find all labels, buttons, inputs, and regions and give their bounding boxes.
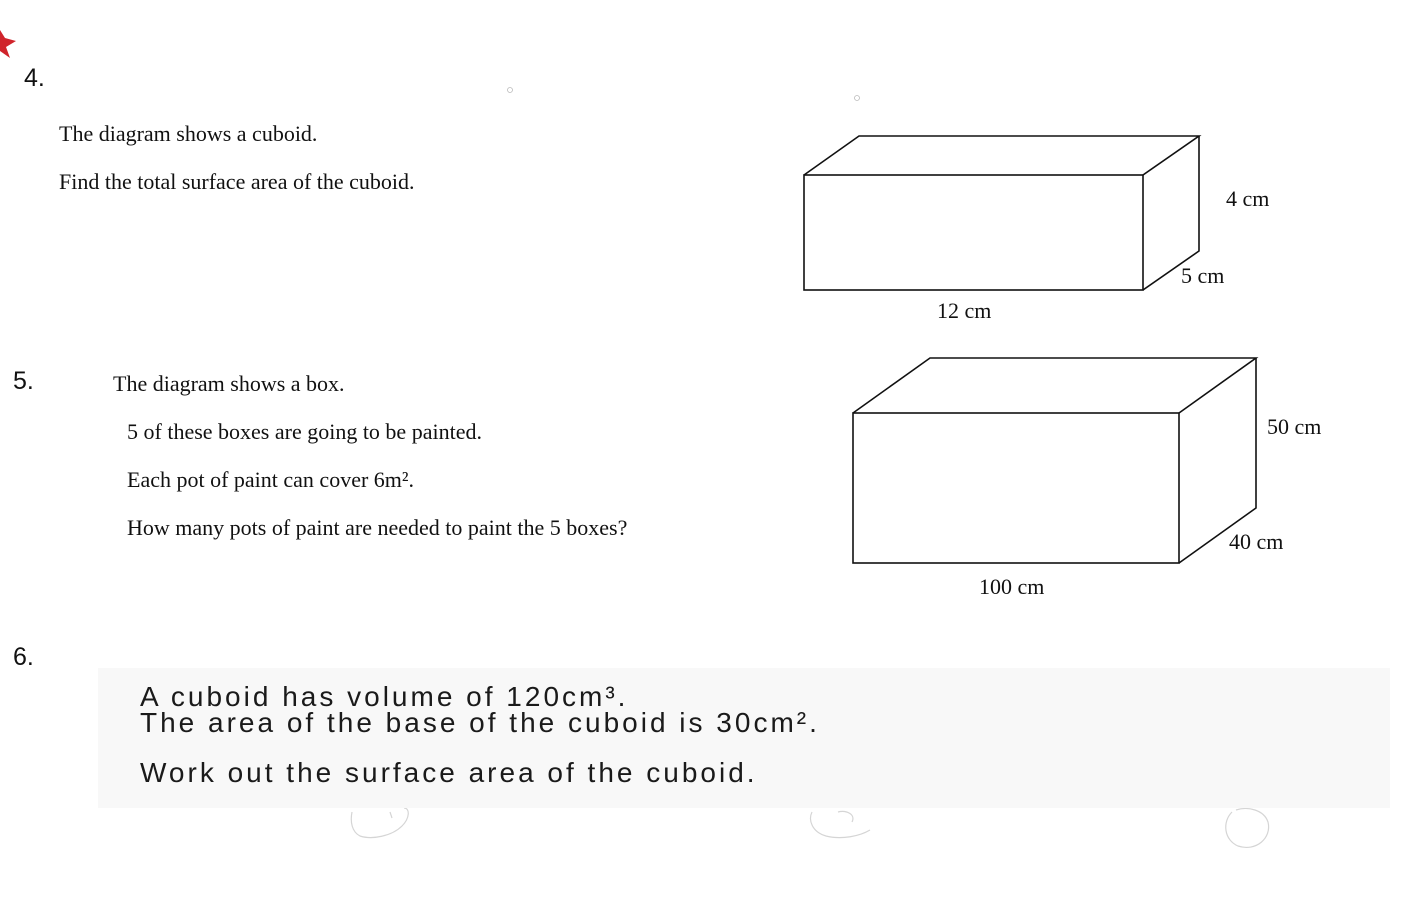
q4-height-label: 4 cm xyxy=(1226,186,1270,211)
q4-cuboid-diagram xyxy=(804,136,1199,290)
q5-statement: The diagram shows a box. xyxy=(113,371,345,396)
q5-width-label: 100 cm xyxy=(979,574,1045,599)
red-star-icon xyxy=(0,30,16,58)
faint-doodle xyxy=(351,808,408,838)
q4-width-label: 12 cm xyxy=(937,298,992,323)
q5-paint-coverage: Each pot of paint can cover 6m². xyxy=(127,467,414,492)
question-6-number: 6. xyxy=(13,643,34,671)
q5-boxes-painted: 5 of these boxes are going to be painted. xyxy=(127,419,482,444)
faint-speck xyxy=(855,96,860,101)
q5-box-diagram xyxy=(853,358,1256,563)
q5-box-top-face xyxy=(853,358,1256,413)
question-5-number: 5. xyxy=(13,367,34,395)
q6-task: Work out the surface area of the cuboid. xyxy=(140,757,758,788)
q5-box-front-face xyxy=(853,413,1179,563)
q6-volume: A cuboid has volume of 120cm³. xyxy=(140,681,629,712)
q4-statement: The diagram shows a cuboid. xyxy=(59,121,318,146)
question-4-number: 4. xyxy=(24,64,45,92)
q5-task: How many pots of paint are needed to paint the 5 boxes? xyxy=(127,515,628,540)
q5-depth-label: 40 cm xyxy=(1229,529,1284,554)
q4-task: Find the total surface area of the cuboid. xyxy=(59,169,415,194)
q4-depth-label: 5 cm xyxy=(1181,263,1225,288)
q5-height-label: 50 cm xyxy=(1267,414,1322,439)
q4-cuboid-top-face xyxy=(804,136,1199,175)
faint-doodle xyxy=(1226,809,1269,848)
q6-base-area: The area of the base of the cuboid is 30cm². xyxy=(140,707,820,738)
faint-doodle xyxy=(811,811,870,837)
q4-cuboid-front-face xyxy=(804,175,1143,290)
faint-speck xyxy=(508,88,513,93)
